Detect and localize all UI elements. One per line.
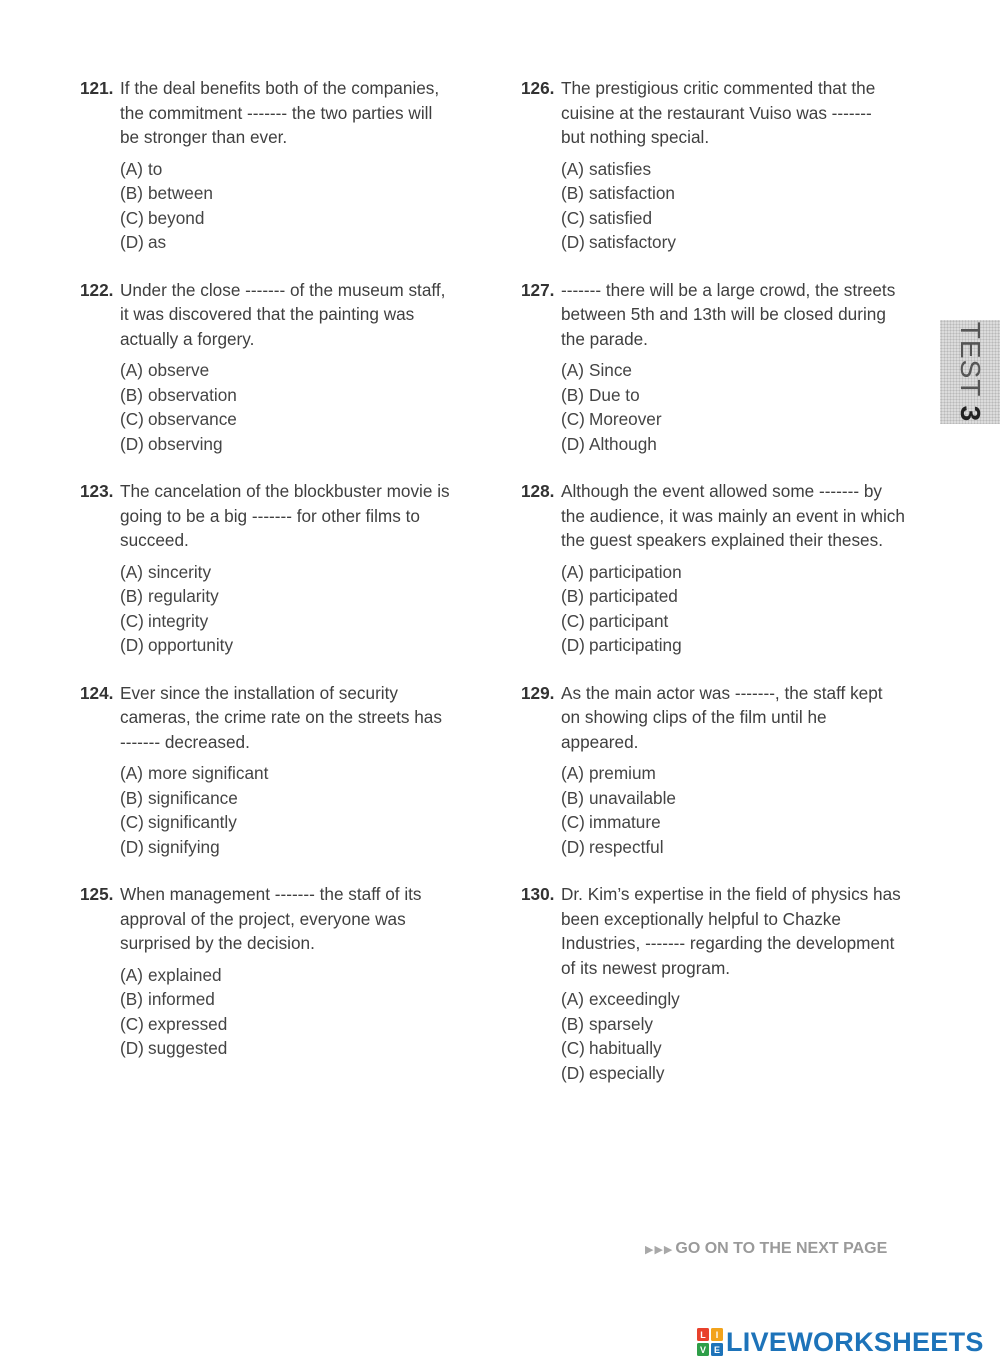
option-letter: (D) [561,1062,585,1083]
question-text [120,278,480,352]
answer-option-c[interactable] [120,1012,480,1037]
question-stem [521,278,921,352]
question-text-line: be stronger than ever. [120,127,288,147]
liveworksheets-logo-icon [697,1328,723,1356]
next-page-indicator [645,1240,887,1258]
brand-watermark [697,1326,984,1358]
question-text-line: going to be a big ------- for other films to [120,505,420,526]
question-stem [521,76,921,150]
option-text: Although [589,433,657,454]
answer-option-b[interactable] [120,181,480,206]
question-text-line: ------- there will be a large crowd, the streets [561,279,896,300]
question-text-line: the guest speakers explained their theses. [561,530,883,550]
option-text: immature [589,812,661,832]
option-letter: (B) [561,1013,584,1034]
question-text-line: the parade. [561,328,648,349]
option-text: as [148,232,167,252]
question-128 [521,479,921,658]
answer-option-c[interactable] [561,609,921,634]
option-letter: (D) [561,433,585,454]
option-letter: (D) [120,1038,144,1058]
option-text: satisfies [589,158,652,179]
answer-options [561,157,921,255]
question-text [561,76,921,150]
option-letter: (A) [120,158,143,179]
answer-options [120,157,480,255]
question-text-line: appeared. [561,731,639,752]
option-text: explained [148,964,222,985]
answer-option-b[interactable] [561,584,921,609]
answer-option-a[interactable] [561,761,921,786]
answer-options [120,761,480,859]
question-text [120,76,480,150]
question-stem [80,681,480,755]
question-stem [80,76,480,150]
question-text-line: it was discovered that the painting was [120,304,415,324]
option-letter: (C) [120,812,144,832]
option-letter: (C) [120,207,144,228]
answer-option-d[interactable] [120,230,480,255]
question-text-line: succeed. [120,530,189,550]
question-text-line: Ever since the installation of security [120,682,398,703]
question-text-line: the audience, it was mainly an event in which [561,505,905,526]
question-text-line: As the main actor was -------, the staff kept [561,682,883,703]
option-text: observation [148,384,237,405]
answer-option-a[interactable] [120,963,480,988]
answer-options [120,963,480,1061]
answer-options [561,761,921,859]
question-text [561,882,921,980]
answer-option-a[interactable] [561,560,921,585]
answer-option-d[interactable] [120,1036,480,1061]
answer-option-c[interactable] [120,810,480,835]
question-text-line: approval of the project, everyone was [120,908,406,929]
question-text-line: Under the close ------- of the museum staff, [120,279,446,300]
option-text: informed [148,989,215,1009]
option-letter: (B) [561,586,584,606]
answer-options [561,358,921,456]
answer-option-b[interactable] [561,383,921,408]
option-letter: (C) [561,1038,585,1058]
question-text [120,479,480,553]
question-text-line: but nothing special. [561,127,710,147]
option-text: exceedingly [589,989,680,1009]
question-text [561,278,921,352]
answer-option-c[interactable] [561,206,921,231]
question-text-line: been exceptionally helpful to Chazke [561,908,841,929]
svg-text:E: E [713,1345,721,1355]
question-stem [80,882,480,956]
brand-name: LIVEWORKSHEETS [726,1326,984,1357]
answer-options [561,560,921,658]
option-letter: (D) [120,635,144,655]
question-129 [521,681,921,860]
option-text: habitually [589,1038,662,1058]
option-text: satisfied [589,207,653,228]
option-text: beyond [148,207,205,228]
svg-text:L: L [700,1330,706,1340]
option-text: satisfaction [589,183,675,203]
answer-option-d[interactable] [561,1061,921,1086]
option-letter: (A) [561,158,584,179]
option-text: Moreover [589,409,662,429]
answer-option-c[interactable] [561,407,921,432]
question-text-line: surprised by the decision. [120,933,315,953]
answer-option-d[interactable] [120,633,480,658]
option-text: sincerity [148,561,212,582]
option-text: Due to [589,384,640,405]
option-text: integrity [148,610,209,631]
option-text: participated [589,586,678,606]
option-text: especially [589,1062,665,1083]
right-column [521,76,921,1085]
question-number: 130. [521,884,555,904]
answer-option-a[interactable] [120,761,480,786]
option-text: signifying [148,836,220,857]
option-letter: (D) [561,635,585,655]
option-text: regularity [148,586,219,606]
option-text: observing [148,433,223,454]
question-text-line: ------- decreased. [120,731,250,752]
left-column [80,76,480,1061]
option-letter: (D) [561,836,585,857]
option-letter: (A) [120,763,143,783]
question-stem [80,479,480,553]
option-text: sparsely [589,1013,653,1034]
option-text: significance [148,787,238,808]
question-number: 124. [80,682,114,703]
question-stem [521,681,921,755]
question-122 [80,278,480,457]
option-text: observe [148,360,210,380]
question-text [561,681,921,755]
option-letter: (D) [120,836,144,857]
option-letter: (A) [561,360,584,380]
option-text: unavailable [589,787,676,808]
option-letter: (C) [120,610,144,631]
question-127 [521,278,921,457]
question-stem [521,882,921,980]
answer-option-c[interactable] [561,1036,921,1061]
answer-options [561,987,921,1085]
answer-option-a[interactable] [561,987,921,1012]
question-text-line: cameras, the crime rate on the streets has [120,707,442,727]
question-text-line: Dr. Kim’s expertise in the field of physics has [561,884,901,904]
question-number: 123. [80,481,114,501]
test-tab-label [954,322,986,422]
question-number: 122. [80,279,114,300]
question-125 [80,882,480,1061]
question-text-line: actually a forgery. [120,328,255,349]
answer-option-a[interactable] [561,157,921,182]
answer-option-b[interactable] [120,584,480,609]
option-letter: (C) [561,207,585,228]
option-letter: (B) [120,384,143,405]
option-text: premium [589,763,656,783]
option-letter: (A) [561,763,584,783]
question-text-line: between 5th and 13th will be closed during [561,304,886,324]
question-text-line: on showing clips of the film until he [561,707,827,727]
answer-option-c[interactable] [120,407,480,432]
option-letter: (C) [120,1013,144,1034]
test-tab-number: 3 [955,405,987,423]
question-text [120,882,480,956]
answer-options [120,560,480,658]
option-letter: (C) [561,409,585,429]
svg-text:I: I [715,1330,719,1340]
test-tab-word: TEST [955,321,987,397]
option-letter: (B) [120,183,143,203]
option-text: respectful [589,836,664,857]
next-page-label: GO ON TO THE NEXT PAGE [675,1240,888,1257]
answer-option-a[interactable] [120,560,480,585]
question-text-line: If the deal benefits both of the companies, [120,78,440,98]
option-text: participation [589,561,682,582]
answer-option-a[interactable] [561,358,921,383]
question-number: 129. [521,682,555,703]
question-number: 128. [521,481,555,501]
option-text: Since [589,360,632,380]
option-text: more significant [148,763,269,783]
question-text-line: the commitment ------- the two parties will [120,102,433,123]
answer-option-b[interactable] [120,383,480,408]
answer-option-b[interactable] [561,786,921,811]
option-letter: (C) [120,409,144,429]
option-letter: (B) [561,384,584,405]
question-text-line: The cancelation of the blockbuster movie is [120,481,450,501]
question-126 [521,76,921,255]
question-stem [80,278,480,352]
answer-option-b[interactable] [120,786,480,811]
answer-option-a[interactable] [120,358,480,383]
answer-option-c[interactable] [561,810,921,835]
option-letter: (A) [120,360,143,380]
option-text: significantly [148,812,237,832]
option-text: observance [148,409,237,429]
answer-option-b[interactable] [561,1012,921,1037]
answer-option-c[interactable] [120,206,480,231]
answer-options [120,358,480,456]
question-text-line: The prestigious critic commented that the [561,78,876,98]
option-letter: (D) [120,232,144,252]
answer-option-a[interactable] [120,157,480,182]
question-text-line: of its newest program. [561,957,731,978]
answer-option-d[interactable] [561,633,921,658]
question-stem [521,479,921,553]
option-text: suggested [148,1038,228,1058]
option-letter: (B) [120,787,143,808]
question-number: 125. [80,884,114,904]
question-124 [80,681,480,860]
answer-option-d[interactable] [561,835,921,860]
answer-option-d[interactable] [561,432,921,457]
svg-text:V: V [699,1345,707,1355]
option-letter: (A) [561,989,584,1009]
question-123 [80,479,480,658]
option-letter: (C) [561,812,585,832]
option-text: to [148,158,163,179]
option-letter: (B) [561,787,584,808]
option-letter: (D) [561,232,585,252]
option-text: participating [589,635,682,655]
question-130 [521,882,921,1085]
option-letter: (B) [120,989,143,1009]
question-number: 121. [80,78,114,98]
answer-option-c[interactable] [120,609,480,634]
question-number: 126. [521,78,555,98]
question-121 [80,76,480,255]
test-section-tab [940,320,1000,424]
option-letter: (C) [561,610,585,631]
question-text [561,479,921,553]
option-letter: (D) [120,433,144,454]
option-text: opportunity [148,635,234,655]
option-text: between [148,183,213,203]
option-letter: (A) [120,964,143,985]
option-text: satisfactory [589,232,676,252]
answer-option-d[interactable] [120,432,480,457]
option-letter: (A) [120,561,143,582]
question-text-line: cuisine at the restaurant Vuiso was ------- [561,102,872,123]
question-number: 127. [521,279,555,300]
answer-option-b[interactable] [561,181,921,206]
answer-option-d[interactable] [120,835,480,860]
triple-arrow-icon: ▶▶▶ [645,1243,674,1256]
answer-option-d[interactable] [561,230,921,255]
option-letter: (B) [561,183,584,203]
question-text [120,681,480,755]
question-text-line: When management ------- the staff of its [120,884,422,904]
option-letter: (B) [120,586,143,606]
option-text: expressed [148,1013,228,1034]
answer-option-b[interactable] [120,987,480,1012]
option-letter: (A) [561,561,584,582]
question-text-line: Industries, ------- regarding the development [561,933,895,953]
question-text-line: Although the event allowed some ------- by [561,481,882,501]
option-text: participant [589,610,669,631]
